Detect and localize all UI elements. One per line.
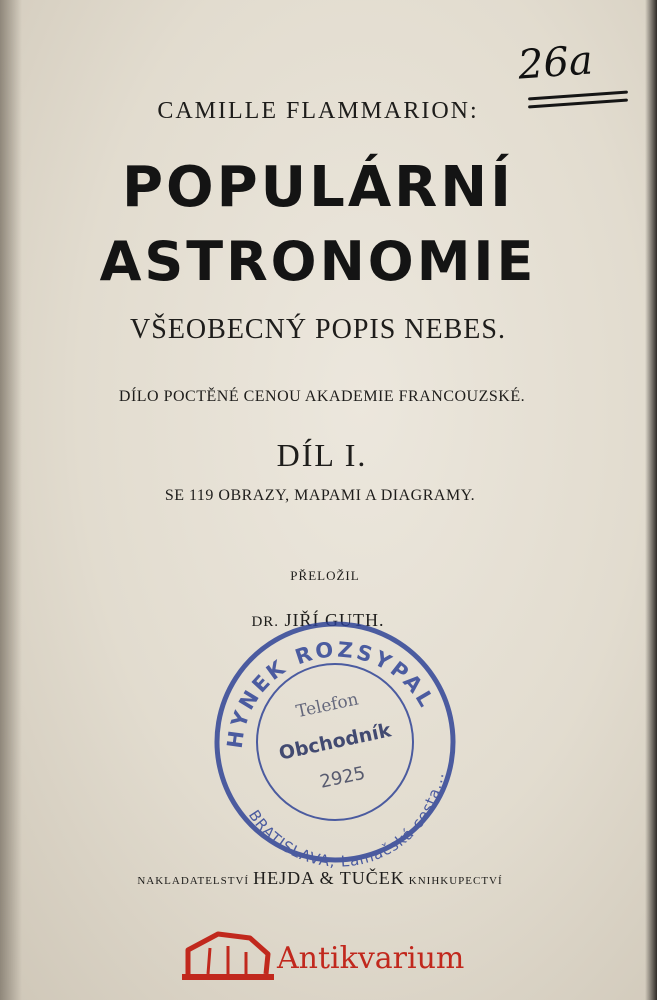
translator-fullname: JIŘÍ GUTH. bbox=[284, 610, 385, 630]
publisher-right-label: KNIHKUPECTVÍ bbox=[408, 875, 503, 887]
title-line-2: ASTRONOMIE bbox=[99, 230, 537, 293]
stamp-line-2: Obchodník bbox=[277, 719, 393, 765]
translated-by-label: PŘELOŽIL bbox=[290, 568, 360, 583]
shelfmark-underline-2 bbox=[528, 99, 628, 109]
watermark-text: Antikvarium bbox=[277, 941, 465, 976]
publisher-left-label: NAKLADATELSTVÍ bbox=[137, 875, 250, 887]
translator-prefix: DR. bbox=[251, 614, 280, 630]
publisher-line bbox=[137, 868, 502, 889]
award-note: DÍLO POCTĚNÉ CENOU AKADEMIE FRANCOUZSKÉ. bbox=[118, 388, 526, 405]
stamp-address: BRATISLAVA, Lamačská cesta... bbox=[244, 770, 448, 871]
stamp-line-1: Telefon bbox=[294, 689, 361, 723]
illustrations-note: SE 119 OBRAZY, MAPAMI A DIAGRAMY. bbox=[164, 487, 476, 504]
shelfmark-handwritten: 26a bbox=[516, 37, 595, 89]
subtitle: VŠEOBECNÝ POPIS NEBES. bbox=[130, 314, 506, 345]
title-line-1: POPULÁRNÍ bbox=[121, 155, 515, 220]
stamp-owner-name: HYNEK ROZSYPAL bbox=[222, 637, 440, 750]
stamp-line-3: 2925 bbox=[318, 762, 368, 793]
publisher-name: HEJDA & TUČEK bbox=[253, 868, 405, 888]
volume-label: DÍL I. bbox=[276, 437, 368, 473]
library-stamp bbox=[176, 587, 494, 897]
author-name: CAMILLE FLAMMARION: bbox=[157, 98, 479, 124]
